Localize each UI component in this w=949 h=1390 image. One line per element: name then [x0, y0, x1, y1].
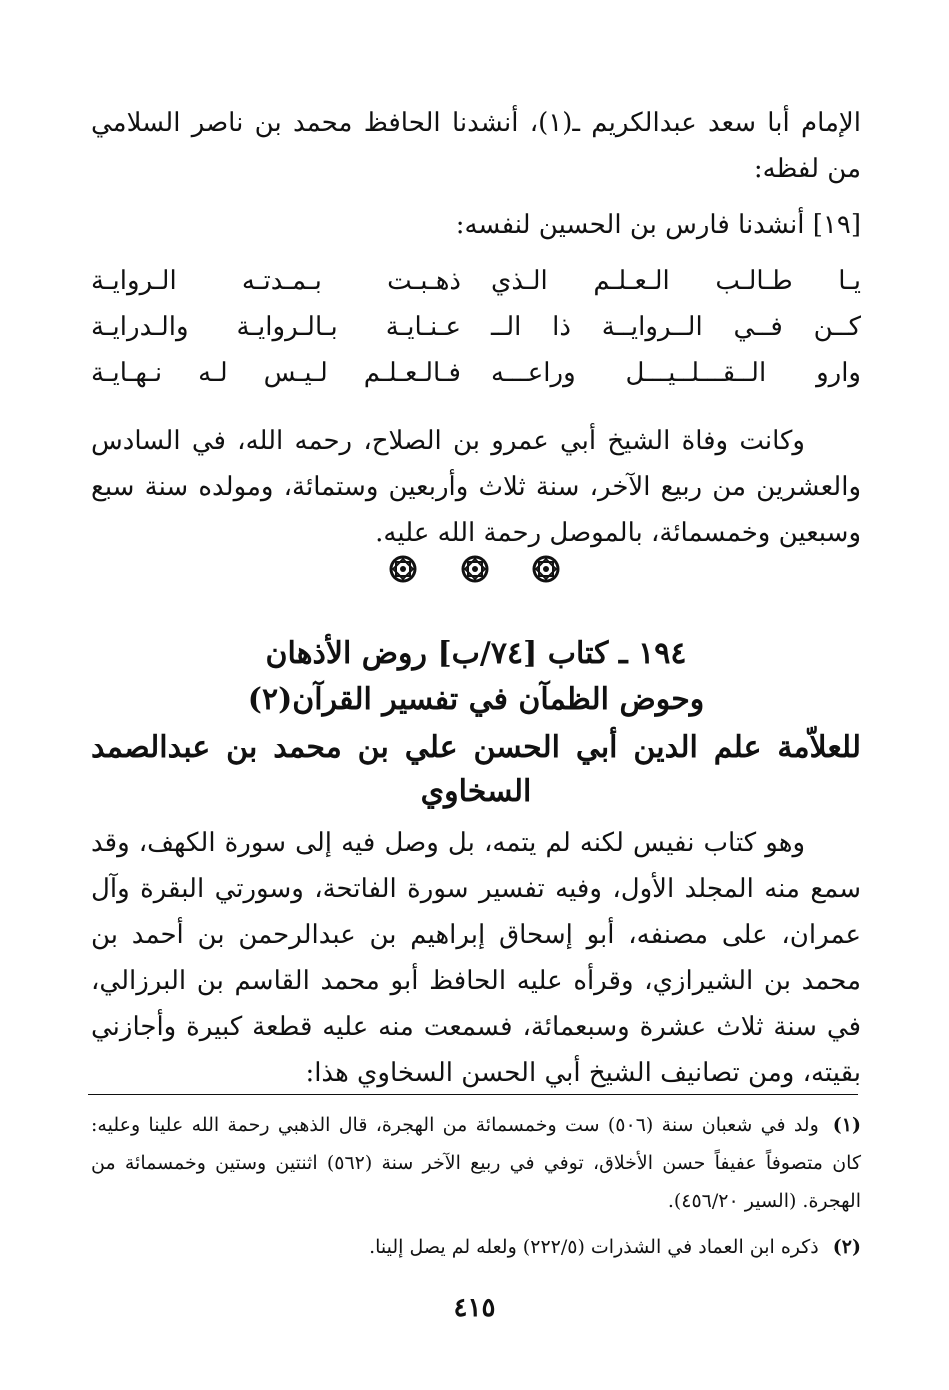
footnote-text: ولد في شعبان سنة (٥٠٦) ست وخمسمائة من الهجرة، قال الذهبي رحمة الله علينا وعليه: كان متصوفاً عفيفاً حسن الأخلاق، توفي في ربيع الآخر سنة (٥٦٢) اثنتين وستين وخمسمائة من الهجرة. (السير ٤٥٦/٢٠).: [91, 1114, 861, 1212]
book-author-name: السخاوي: [420, 774, 532, 809]
verse-first-hemistich: كــن فــي الــروايــة ذا الــ: [491, 312, 861, 342]
verse-second-hemistich: عـنـايـة بـالـروايـة والـدرايـة: [91, 312, 461, 342]
section-divider-ornaments: [0, 554, 949, 584]
book-entry-title: ١٩٤ ـ كتاب [٧٤/ب] روض الأذهان: [265, 636, 687, 671]
verse-second-hemistich: فـالـعـلـم لـيـس لـه نـهـايـة: [91, 358, 461, 388]
verse-line: [91, 258, 861, 304]
verse-second-hemistich: ذهـبـت بـمـدتـه الـروايـة: [91, 266, 461, 296]
footnote-number: (٢): [832, 1236, 861, 1258]
intro-paragraph: الإمام أبا سعد عبدالكريم ـ(١)، أنشدنا الحافظ محمد بن ناصر السلامي من لفظه:: [91, 108, 861, 184]
book-entry-subtitle: وحوض الظمآن في تفسير القرآن(٢): [247, 682, 705, 717]
rosette-ornament-icon: [460, 554, 490, 584]
verse-first-hemistich: وارو الــقـــلــيـــل وراعـــه: [491, 358, 861, 388]
page-number: ٤١٥: [453, 1293, 496, 1323]
verse-line: [91, 350, 861, 396]
footnote-separator: [88, 1094, 858, 1095]
verse-first-hemistich: يـا طـالـب الـعـلـم الـذي: [491, 266, 861, 296]
rosette-ornament-icon: [388, 554, 418, 584]
death-date-paragraph: وكانت وفاة الشيخ أبي عمرو بن الصلاح، رحمه الله، في السادس والعشرين من ربيع الآخر، سنة ثلاث وأربعين وستمائة، ومولده سنة سبع وسبعين وخمسمائة، بالموصل رحمة الله عليه.: [91, 426, 861, 548]
entry-19-line: [١٩] أنشدنا فارس بن الحسين لنفسه:: [455, 210, 861, 240]
footnote: [91, 1228, 861, 1266]
footnote: [91, 1106, 861, 1220]
footnote-number: (١): [832, 1114, 861, 1136]
footnote-text: ذكره ابن العماد في الشذرات (٢٢٢/٥) ولعله لم يصل إلينا.: [369, 1236, 819, 1258]
book-description-paragraph: وهو كتاب نفيس لكنه لم يتمه، بل وصل فيه إلى سورة الكهف، وقد سمع منه المجلد الأول، وفيه تفسير سورة الفاتحة، وسورتي البقرة وآل عمران، على مصنفه، أبو إسحاق إبراهيم بن عبدالرحمن بن أحمد بن محمد بن الشيرازي، وقرأه عليه الحافظ أبو محمد القاسم بن البرزالي، في سنة ثلاث عشرة وسبعمائة، فسمعت منه عليه قطعة كبيرة وأجازني بقيته، ومن تصانيف الشيخ أبي الحسن السخاوي هذا:: [91, 828, 861, 1088]
rosette-ornament-icon: [531, 554, 561, 584]
verse-line: [91, 304, 861, 350]
book-author-line: للعلاّمة علم الدين أبي الحسن علي بن محمد بن عبدالصمد: [91, 730, 861, 765]
